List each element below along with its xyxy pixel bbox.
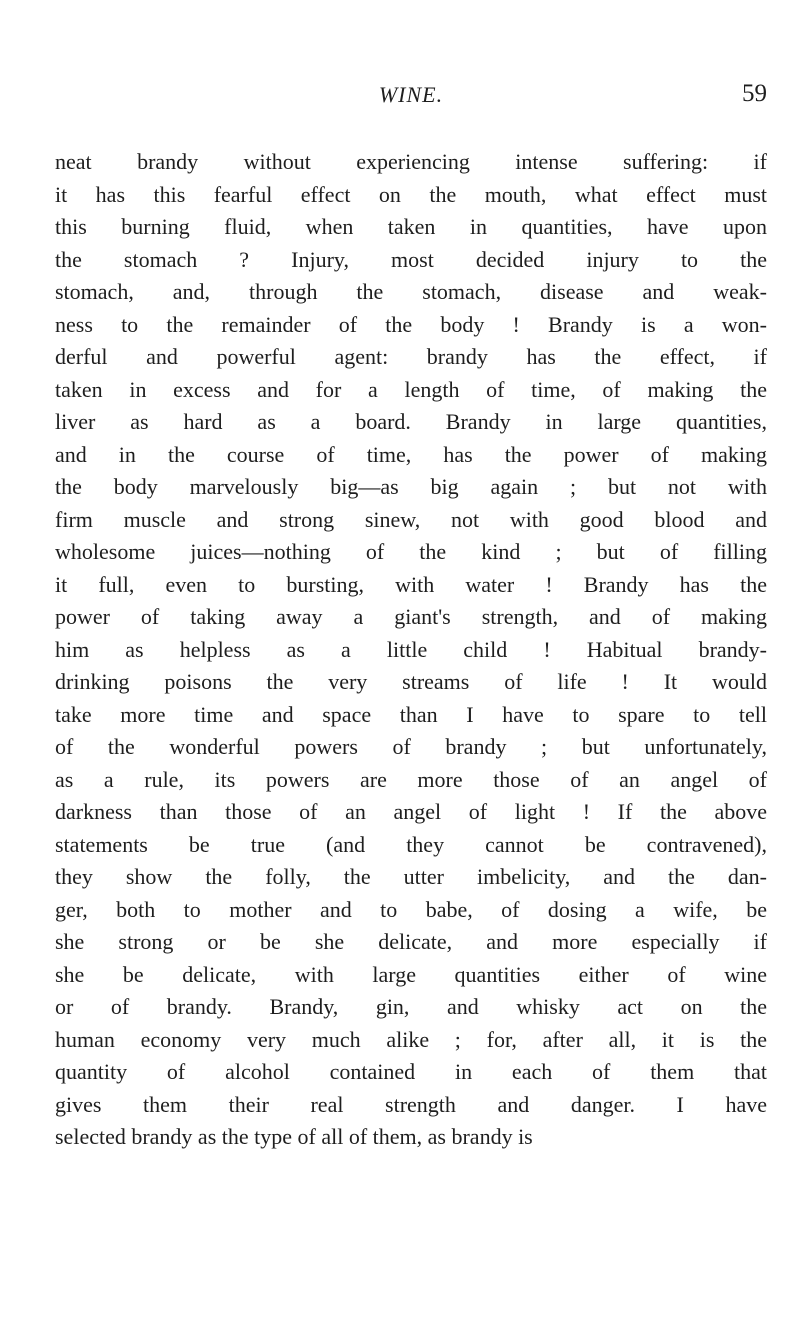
text-line: ger, both to mother and to babe, of dosing a wife, be	[55, 896, 767, 922]
text-line: firm muscle and strong sinew, not with good blood and	[55, 506, 767, 532]
text-line: and in the course of time, has the power of making	[55, 441, 767, 467]
text-line: darkness than those of an angel of light ! If the above	[55, 799, 767, 824]
text-line: she be delicate, with large quantities either of wine	[55, 961, 767, 987]
text-line: as a rule, its powers are more those of an angel of	[55, 766, 767, 792]
body-text	[55, 146, 767, 1154]
running-title: WINE.	[378, 82, 444, 107]
text-line: power of taking away a giant's strength, and of making	[55, 604, 767, 629]
text-line: take more time and space than I have to spare to tell	[55, 701, 767, 727]
text-line: statements be true (and they cannot be contravened),	[55, 831, 767, 857]
text-line: quantity of alcohol contained in each of them that	[55, 1059, 767, 1084]
text-line: of the wonderful powers of brandy ; but unfortunately,	[55, 734, 767, 759]
text-line: selected brandy as the type of all of them, as brandy is	[55, 1124, 533, 1149]
text-line: the body marvelously big—as big again ; but not with	[55, 474, 767, 499]
text-line: wholesome juices—nothing of the kind ; but of filling	[55, 539, 767, 564]
text-line: human economy very much alike ; for, after all, it is the	[55, 1026, 767, 1052]
text-line: or of brandy. Brandy, gin, and whisky act on the	[55, 994, 767, 1019]
running-head	[55, 78, 767, 114]
text-line: him as helpless as a little child ! Habitual brandy-	[55, 636, 767, 662]
text-line: gives them their real strength and danger. I have	[55, 1091, 767, 1117]
text-line: stomach, and, through the stomach, disease and weak-	[55, 279, 767, 304]
text-line: drinking poisons the very streams of life ! It would	[55, 669, 767, 694]
page-number: 59	[742, 80, 767, 107]
text-line: ness to the remainder of the body ! Brandy is a won-	[55, 311, 767, 337]
text-line: liver as hard as a board. Brandy in large quantities,	[55, 409, 767, 434]
text-line: the stomach ? Injury, most decided injury to the	[55, 246, 767, 272]
text-line: derful and powerful agent: brandy has the effect, if	[55, 344, 767, 369]
text-line: it full, even to bursting, with water ! Brandy has the	[55, 571, 767, 597]
text-line: she strong or be she delicate, and more especially if	[55, 929, 767, 954]
text-line: neat brandy without experiencing intense suffering: if	[55, 149, 767, 174]
text-line: they show the folly, the utter imbelicity, and the dan-	[55, 864, 767, 889]
text-line: it has this fearful effect on the mouth, what effect must	[55, 181, 767, 207]
text-line: taken in excess and for a length of time, of making the	[55, 376, 767, 402]
text-line: this burning fluid, when taken in quantities, have upon	[55, 214, 767, 239]
